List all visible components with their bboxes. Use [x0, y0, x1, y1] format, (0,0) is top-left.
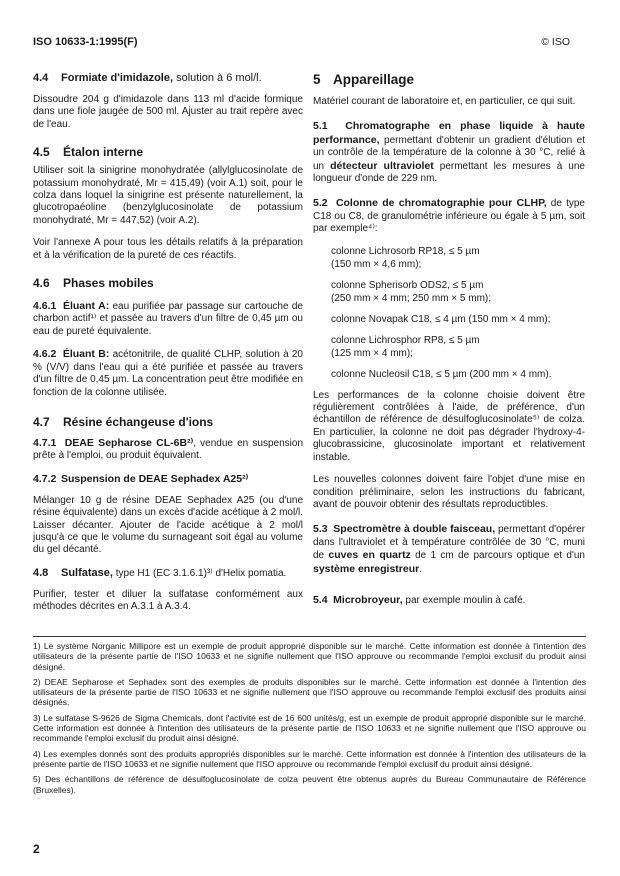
- subsection-bold: cuves en quartz: [328, 549, 411, 562]
- list-item: (150 mm × 4,6 mm);: [331, 258, 422, 270]
- section-title: Phases mobiles: [63, 276, 154, 291]
- section-4-4-heading: [33, 72, 303, 85]
- subsection-text: , vendue en suspension prête à l'emploi, ou produit équivalent.: [33, 437, 304, 462]
- section-title: Étalon interne: [63, 145, 144, 160]
- footnote: 5) Des échantillons de référence de désulfoglucosinolate de colza peuvent être obtenus auprès du Bureau Communautaire de Référence (Bruxelles).: [33, 774, 586, 795]
- footnote: 3) Le sulfatase S-9626 de Sigma Chemicals, dont l'activité est de 16 600 unités/g, est un exemple de produit approprié disponible sur le marché. Cette information est donnée à l'intention des utilisateurs de la présente partie de l'ISO 10633 et ne signifie nullement que l'ISO approuve ou recommande l'emploi exclusif du produit ainsi désigné.: [33, 712, 586, 744]
- section-5-heading: [313, 72, 585, 88]
- section-4-8-heading: [33, 567, 303, 580]
- subsection-title: Suspension de DEAE Sephadex A25²⁾: [61, 472, 249, 485]
- section-title: Appareillage: [333, 72, 415, 87]
- section-4-7-1: [33, 437, 303, 463]
- subsection-text: par exemple moulin à café.: [402, 594, 526, 606]
- section-number: 4.7: [33, 414, 50, 429]
- section-4-5-heading: [33, 145, 303, 159]
- list-item: colonne Lichrosorb RP18, ≤ 5 µm: [331, 245, 480, 257]
- section-4-7-2-heading: [33, 473, 303, 486]
- document-header-copyright: © ISO: [541, 36, 570, 48]
- subsection-text: permettant d'opérer dans l'ultraviolet et à température contrôlée de 30 °C, muni de: [313, 524, 585, 562]
- list-item: (250 mm × 4 mm; 250 mm × 5 mm);: [331, 292, 492, 304]
- section-4-6-heading: [33, 276, 303, 290]
- section-number: 5: [313, 72, 321, 87]
- page-number: 2: [33, 842, 40, 856]
- subsection-title: Chromatographe en phase liquide à haute performance,: [313, 120, 586, 146]
- section-5-1: [313, 120, 585, 185]
- column-example-list: [331, 246, 585, 381]
- document-header-standard: ISO 10633-1:1995(F): [33, 36, 138, 48]
- subsection-bold-2: système enregistreur: [313, 562, 420, 575]
- subsection-number: 5.4: [313, 593, 328, 606]
- section-4-6-2: [33, 348, 303, 399]
- subsection-number: 5.3: [313, 523, 328, 536]
- section-number: 4.4: [33, 72, 49, 84]
- subsection-text-2: de 1 cm de parcours optique et d'un: [410, 550, 585, 562]
- subsection-text: de type C18 ou C8, de granulométrie inférieure ou égale à 5 µm, soit par exemple⁴⁾:: [313, 198, 585, 235]
- section-number: 4.5: [33, 145, 50, 160]
- footnote-divider: [33, 636, 586, 637]
- subsection-title: Microbroyeur,: [333, 593, 403, 606]
- section-title: Sulfatase,: [61, 566, 113, 579]
- list-item: colonne Lichrosphor RP8, ≤ 5 µm: [331, 334, 480, 346]
- subsection-title: Spectromètre à double faisceau,: [333, 523, 496, 536]
- subsection-number: 5.2: [313, 197, 328, 210]
- subsection-text: acétonitrile, de qualité CLHP, solution à 20 % (V/V) dans l'eau qui a été purifiée et passée au travers d'un filtre de 0,45 µm. La concentration peut être modifiée en fonction de la colonne utilisée.: [33, 349, 303, 398]
- section-5-2: [313, 197, 585, 235]
- section-5-text: Matériel courant de laboratoire et, en particulier, ce qui suit.: [313, 96, 576, 107]
- subsection-title: Colonne de chromatographie pour CLHP,: [335, 197, 547, 210]
- section-title-rest: solution à 6 mol/l.: [173, 72, 262, 84]
- left-column: [33, 72, 303, 624]
- section-5-3: [313, 523, 585, 576]
- section-4-5-text-2: Voir l'annexe A pour tous les détails relatifs à la préparation et à la vérification de la pureté de ces réactifs.: [33, 237, 303, 261]
- section-4-5-text-1: Utiliser soit la sinigrine monohydratée (allylglucosinolate de potassium monohydraté, Mr = 415,49) (voir A.1) soit, pour le colza dans loquel la sinigrine est présente naturellement, la glucotropaéoline (benzylglucosinolate de potassium monohydraté, Mr = 447,52) (voir A.2).: [33, 165, 303, 226]
- footnote: 2) DEAE Sepharose et Sephadex sont des exemples de produits disponibles sur le marché. Cette information est donnée à l'intention des utilisateurs de la présente partie de l'ISO 10633 et ne signifie nullement que l'ISO approuve ou recommande l'emploi exclusif des produits ainsi désignés.: [33, 676, 586, 708]
- list-item: (125 mm × 4 mm);: [331, 347, 413, 359]
- list-item: colonne Novapak C18, ≤ 4 µm (150 mm × 4 mm);: [331, 313, 551, 325]
- section-4-6-1: [33, 300, 303, 338]
- section-number: 4.6: [33, 276, 50, 291]
- footnote: 1) Le système Norganic Millipore est un exemple de produit approprié disponible sur le marché. Cette information est donnée à l'intention des utilisateurs de la présente partie de l'ISO 10633 et ne signifie nullement que l'ISO approuve ou recommande l'emploi exclusif du produit ainsi désigné.: [33, 641, 586, 672]
- list-item: colonne Nucleosil C18, ≤ 5 µm (200 mm × 4 mm).: [331, 368, 552, 380]
- subsection-bold: détecteur ultraviolet: [330, 159, 434, 172]
- section-title: Formiate d'imidazole,: [61, 72, 174, 84]
- section-4-7-heading: [33, 415, 303, 429]
- section-title-rest: type H1 (EC 3.1.6.1)³⁾ d'Helix pomatia.: [112, 567, 287, 579]
- subsection-title: Éluant A:: [62, 300, 110, 313]
- list-item: colonne Spherisorb ODS2, ≤ 5 µm: [331, 279, 484, 291]
- section-4-7-2-text: Mélanger 10 g de résine DEAE Sephadex A25 (ou d'une résine équivalente) dans un excès d'acide acétique à 2 mol/l. Laisser décanter. Ajouter de l'acide acétique à 2 mol/l jusqu'à ce que le volume du surnageant soit égal au volume du gel décanté.: [33, 494, 303, 556]
- footnote: 4) Les exemples donnés sont des produits appropriés disponibles sur le marché. Cette information est donnée à l'intention des utilisateurs de la présente partie de l'ISO 10633 et ne signifie nullement que l'ISO approuve ou recommande l'emploi exclusif du produit ainsi désigné.: [33, 748, 586, 769]
- section-number: 4.8: [33, 566, 49, 579]
- footnotes: [33, 641, 586, 800]
- right-column: [313, 72, 585, 617]
- subsection-text: eau purifiée par passage sur cartouche de charbon actif¹⁾ et passée au travers d'un filtre de 0,45 µm ou eau de pureté équivalente.: [33, 301, 303, 337]
- subsection-text: permettant d'obtenir un gradient d'élution et un contrôle de la température de la colonne à 30 °C, relié à un: [313, 134, 585, 172]
- subsection-number: 4.7.1: [33, 436, 57, 449]
- subsection-text-2: permettant les mesures à une longueur d'onde de 229 nm.: [313, 160, 585, 185]
- subsection-number: 4.6.1: [33, 300, 57, 313]
- section-5-2-text-3: Les performances de la colonne choisie doivent être régulièrement contrôlées à l'aide, de préférence, d'un échantillon de référence de désulfoglucosinolate⁵⁾ de colza. En particulier, la colonne ne doit pas dégrader l'hydroxy-4-glucobrassicine, glucosinolate important et relativement instable.: [313, 389, 585, 463]
- subsection-title: DEAE Sepharose CL-6B²⁾: [64, 436, 194, 449]
- subsection-number: 4.6.2: [33, 348, 57, 361]
- section-5-4: [313, 594, 585, 607]
- section-5-2-text-4: Les nouvelles colonnes doivent faire l'objet d'une mise en condition préliminaire, selon les instructions du fabricant, avant de pouvoir obtenir des résultats reproductibles.: [313, 474, 585, 510]
- subsection-number: 5.1: [313, 120, 328, 133]
- subsection-text-3: .: [419, 563, 423, 575]
- section-4-4-text: Dissoudre 204 g d'imidazole dans 113 ml d'acide formique dans une fiole jaugée de 500 ml. Ajuster au trait repère avec de l'eau.: [33, 94, 303, 130]
- subsection-title: Éluant B:: [62, 348, 110, 361]
- section-title: Résine échangeuse d'ions: [63, 414, 214, 429]
- subsection-number: 4.7.2: [33, 472, 57, 485]
- section-4-8-text: Purifier, tester et diluer la sulfatase conformément aux méthodes décrites en A.3.1 à A.3.4.: [33, 588, 303, 613]
